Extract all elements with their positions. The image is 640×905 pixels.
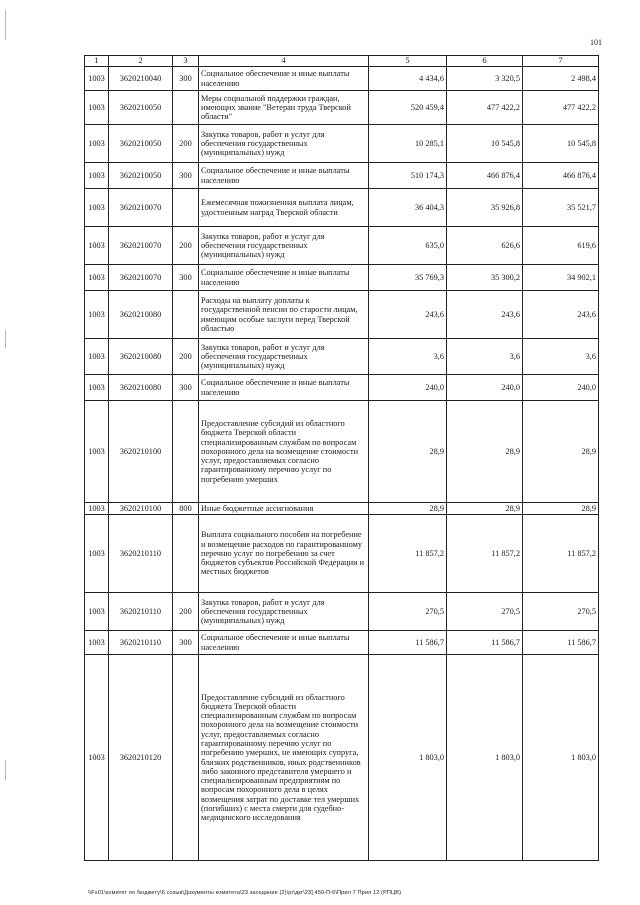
amount-col6-cell: 11 586,7 (447, 631, 523, 655)
target-code-cell: 3620210110 (109, 593, 173, 631)
column-header: 2 (109, 56, 173, 67)
item-name-cell: Социальное обеспечение и иные выплаты населению (199, 631, 369, 655)
expense-type-cell: 300 (173, 67, 199, 91)
table-row (85, 375, 599, 401)
column-header: 7 (523, 56, 599, 67)
amount-col6-cell: 1 803,0 (447, 655, 523, 861)
section-cell: 1003 (85, 265, 109, 291)
column-header: 1 (85, 56, 109, 67)
amount-col7-cell: 28,9 (523, 503, 599, 515)
item-name-cell: Закупка товаров, работ и услуг для обеспечения государственных (муниципальных) нужд (199, 339, 369, 375)
section-cell: 1003 (85, 125, 109, 163)
table-row (85, 163, 599, 189)
amount-col7-cell: 11 586,7 (523, 631, 599, 655)
table-row (85, 339, 599, 375)
amount-col6-cell: 626,6 (447, 227, 523, 265)
amount-col5-cell: 11 857,2 (369, 515, 447, 593)
section-cell: 1003 (85, 67, 109, 91)
amount-col7-cell: 11 857,2 (523, 515, 599, 593)
amount-col7-cell: 466 876,4 (523, 163, 599, 189)
amount-col5-cell: 36 404,3 (369, 189, 447, 227)
table-row (85, 631, 599, 655)
amount-col6-cell: 28,9 (447, 401, 523, 503)
target-code-cell: 3620210070 (109, 227, 173, 265)
amount-col5-cell: 510 174,3 (369, 163, 447, 189)
table-row (85, 67, 599, 91)
table-row (85, 593, 599, 631)
amount-col6-cell: 477 422,2 (447, 91, 523, 125)
section-cell: 1003 (85, 91, 109, 125)
table-row (85, 189, 599, 227)
section-cell: 1003 (85, 515, 109, 593)
section-cell: 1003 (85, 631, 109, 655)
section-cell: 1003 (85, 503, 109, 515)
target-code-cell: 3620210080 (109, 339, 173, 375)
amount-col6-cell: 466 876,4 (447, 163, 523, 189)
amount-col5-cell: 1 803,0 (369, 655, 447, 861)
amount-col6-cell: 270,5 (447, 593, 523, 631)
table-row (85, 227, 599, 265)
page-number: 101 (590, 38, 602, 47)
section-cell: 1003 (85, 339, 109, 375)
amount-col5-cell: 11 586,7 (369, 631, 447, 655)
expense-type-cell: 200 (173, 339, 199, 375)
target-code-cell: 3620210050 (109, 163, 173, 189)
amount-col5-cell: 4 434,6 (369, 67, 447, 91)
target-code-cell: 3620210080 (109, 291, 173, 339)
item-name-cell: Иные бюджетные ассигнования (199, 503, 369, 515)
amount-col7-cell: 3,6 (523, 339, 599, 375)
table-row (85, 655, 599, 861)
amount-col5-cell: 10 285,1 (369, 125, 447, 163)
expense-type-cell (173, 401, 199, 503)
expense-type-cell: 200 (173, 125, 199, 163)
amount-col6-cell: 3 320,5 (447, 67, 523, 91)
target-code-cell: 3620210110 (109, 631, 173, 655)
amount-col7-cell: 2 498,4 (523, 67, 599, 91)
section-cell: 1003 (85, 375, 109, 401)
expense-type-cell (173, 189, 199, 227)
section-cell: 1003 (85, 163, 109, 189)
table-row (85, 91, 599, 125)
table-row (85, 265, 599, 291)
item-name-cell: Закупка товаров, работ и услуг для обеспечения государственных (муниципальных) нужд (199, 593, 369, 631)
item-name-cell: Социальное обеспечение и иные выплаты населению (199, 375, 369, 401)
column-header: 3 (173, 56, 199, 67)
amount-col5-cell: 28,9 (369, 401, 447, 503)
target-code-cell: 3620210050 (109, 91, 173, 125)
amount-col6-cell: 11 857,2 (447, 515, 523, 593)
table-row (85, 125, 599, 163)
expense-type-cell: 300 (173, 163, 199, 189)
amount-col5-cell: 243,6 (369, 291, 447, 339)
target-code-cell: 3620210040 (109, 67, 173, 91)
amount-col7-cell: 270,5 (523, 593, 599, 631)
expense-type-cell (173, 291, 199, 339)
item-name-cell: Предоставление субсидий из областного бюджета Тверской области специализированным службам по вопросам похоронного дела на возмещение стоимости услуг, предоставляемых согласно гарантированному перечню услуг по погребению умерших (199, 401, 369, 503)
amount-col6-cell: 35 300,2 (447, 265, 523, 291)
amount-col7-cell: 10 545,8 (523, 125, 599, 163)
amount-col5-cell: 28,9 (369, 503, 447, 515)
target-code-cell: 3620210070 (109, 265, 173, 291)
section-cell: 1003 (85, 189, 109, 227)
amount-col7-cell: 477 422,2 (523, 91, 599, 125)
target-code-cell: 3620210050 (109, 125, 173, 163)
target-code-cell: 3620210070 (109, 189, 173, 227)
scan-margin-mark (5, 760, 6, 780)
target-code-cell: 3620210100 (109, 503, 173, 515)
expense-type-cell: 800 (173, 503, 199, 515)
target-code-cell: 3620210110 (109, 515, 173, 593)
amount-col5-cell: 635,0 (369, 227, 447, 265)
amount-col5-cell: 520 459,4 (369, 91, 447, 125)
expense-type-cell: 200 (173, 227, 199, 265)
file-path-footer: \\Fs01\комитет по бюджету\6 созыв\Документы комитета\23 заседание (2)\pr\дкг\23] 450-П-6\Прил 7 Прил 12 (РПЦВ) (88, 890, 402, 896)
amount-col7-cell: 35 521,7 (523, 189, 599, 227)
item-name-cell: Расходы на выплату доплаты к государственной пенсии по старости лицам, имеющим особые заслуги перед Тверской областью (199, 291, 369, 339)
amount-col6-cell: 28,9 (447, 503, 523, 515)
amount-col7-cell: 240,0 (523, 375, 599, 401)
expense-type-cell (173, 91, 199, 125)
column-header: 5 (369, 56, 447, 67)
column-header: 6 (447, 56, 523, 67)
amount-col6-cell: 35 926,8 (447, 189, 523, 227)
target-code-cell: 3620210120 (109, 655, 173, 861)
item-name-cell: Выплата социального пособия на погребение и возмещение расходов по гарантированному перечню услуг по погребению за счет бюджетов субъектов Российской Федерации и местных бюджетов (199, 515, 369, 593)
expense-type-cell: 300 (173, 265, 199, 291)
amount-col5-cell: 240,0 (369, 375, 447, 401)
section-cell: 1003 (85, 401, 109, 503)
expense-type-cell: 300 (173, 375, 199, 401)
amount-col7-cell: 619,6 (523, 227, 599, 265)
expense-type-cell (173, 655, 199, 861)
item-name-cell: Социальное обеспечение и иные выплаты населению (199, 265, 369, 291)
table-row (85, 291, 599, 339)
expense-type-cell (173, 515, 199, 593)
amount-col5-cell: 270,5 (369, 593, 447, 631)
section-cell: 1003 (85, 655, 109, 861)
item-name-cell: Закупка товаров, работ и услуг для обеспечения государственных (муниципальных) нужд (199, 125, 369, 163)
target-code-cell: 3620210080 (109, 375, 173, 401)
column-header: 4 (199, 56, 369, 67)
amount-col6-cell: 3,6 (447, 339, 523, 375)
expense-type-cell: 300 (173, 631, 199, 655)
item-name-cell: Меры социальной поддержки граждан, имеющих звание "Ветеран труда Тверской области" (199, 91, 369, 125)
section-cell: 1003 (85, 227, 109, 265)
scan-margin-mark (5, 10, 6, 40)
amount-col6-cell: 240,0 (447, 375, 523, 401)
item-name-cell: Социальное обеспечение и иные выплаты населению (199, 67, 369, 91)
target-code-cell: 3620210100 (109, 401, 173, 503)
table-row (85, 503, 599, 515)
item-name-cell: Предоставление субсидий из областного бюджета Тверской области специализированным службам по вопросам похоронного дела на возмещение стоимости услуг, предоставляемых согласно гарантированному перечню услуг по погребению умерших, не имеющих супруга, близких родственников, иных родственников либо законного представителя умершего и специализированным предприятиям по вопросам похоронного дела в целях возмещения затрат по доставке тел умерших (погибших) с места смерти для судебно-медицинского исследования (199, 655, 369, 861)
table-row (85, 515, 599, 593)
item-name-cell: Социальное обеспечение и иные выплаты населению (199, 163, 369, 189)
scan-margin-mark (5, 330, 6, 348)
item-name-cell: Ежемесячная пожизненная выплата лицам, удостоенным наград Тверской области (199, 189, 369, 227)
table-header-row (85, 56, 599, 67)
amount-col7-cell: 1 803,0 (523, 655, 599, 861)
amount-col7-cell: 243,6 (523, 291, 599, 339)
budget-table (84, 55, 599, 861)
amount-col6-cell: 10 545,8 (447, 125, 523, 163)
amount-col7-cell: 28,9 (523, 401, 599, 503)
amount-col6-cell: 243,6 (447, 291, 523, 339)
section-cell: 1003 (85, 593, 109, 631)
amount-col7-cell: 34 902,1 (523, 265, 599, 291)
amount-col5-cell: 3,6 (369, 339, 447, 375)
item-name-cell: Закупка товаров, работ и услуг для обеспечения государственных (муниципальных) нужд (199, 227, 369, 265)
section-cell: 1003 (85, 291, 109, 339)
expense-type-cell: 200 (173, 593, 199, 631)
amount-col5-cell: 35 769,3 (369, 265, 447, 291)
table-row (85, 401, 599, 503)
